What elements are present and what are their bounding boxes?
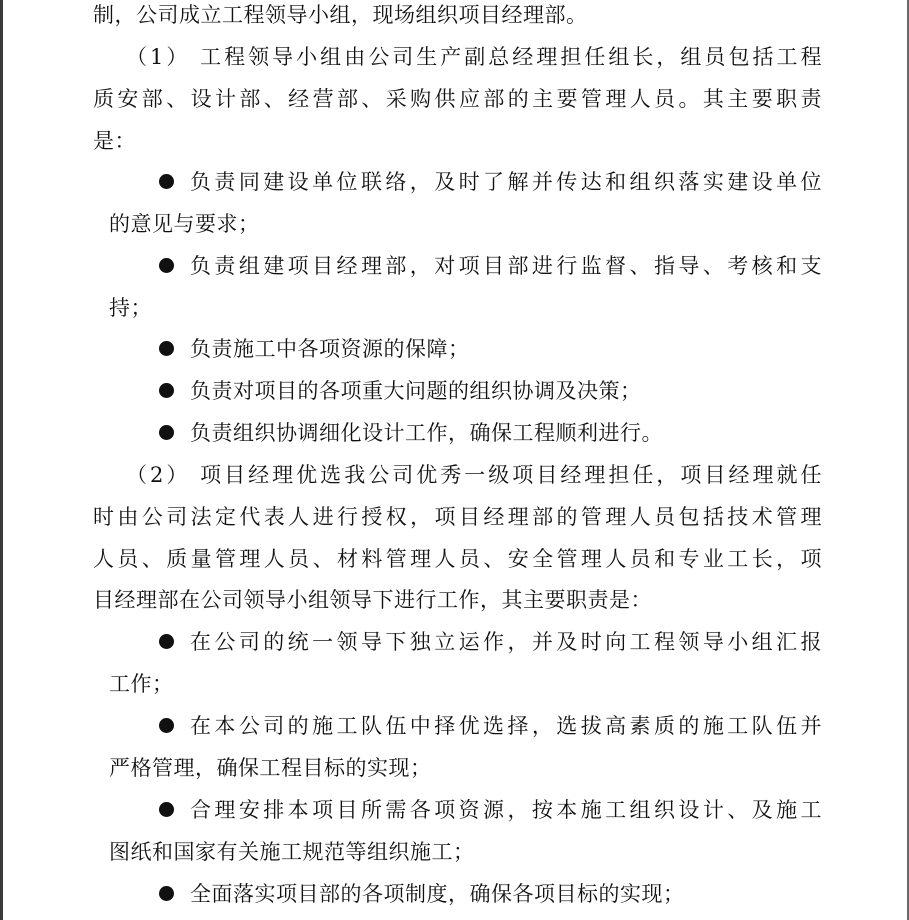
list-item-continuation: 严格管理，确保工程目标的实现； (109, 756, 432, 780)
list-item: 合理安排本项目所需各项资源，按本施工组织设计、及施工 (190, 798, 822, 822)
bullet-icon (159, 802, 174, 817)
list-item: 在公司的统一领导下独立运作，并及时向工程领导小组汇报 (190, 630, 822, 654)
bullet-icon (159, 634, 174, 649)
bullet-icon (159, 383, 174, 398)
text-line: 制，公司成立工程领导小组，现场组织项目经理部。 (93, 3, 588, 27)
list-item: 全面落实项目部的各项制度，确保各项目标的实现； (190, 882, 685, 906)
paragraph-2-first-line: （2） 项目经理优选我公司优秀一级项目经理担任，项目经理就任 (126, 463, 822, 487)
text-line: 质安部、设计部、经营部、采购供应部的主要管理人员。其主要职责 (93, 87, 822, 111)
list-item: 负责施工中各项资源的保障； (190, 337, 470, 361)
list-item: 负责组织协调细化设计工作，确保工程顺利进行。 (190, 421, 663, 445)
list-item: 负责同建设单位联络，及时了解并传达和组织落实建设单位 (190, 170, 822, 194)
paragraph-1-first-line: （1） 工程领导小组由公司生产副总经理担任组长，组员包括工程 (126, 45, 822, 69)
list-item-continuation: 持； (109, 296, 152, 320)
bullet-icon (159, 886, 174, 901)
list-item-continuation: 的意见与要求； (109, 212, 260, 236)
bullet-icon (159, 174, 174, 189)
text-line: 目经理部在公司领导小组领导下进行工作，其主要职责是： (93, 588, 652, 612)
text-line: 人员、质量管理人员、材料管理人员、安全管理人员和专业工长，项 (93, 547, 822, 571)
bullet-icon (159, 718, 174, 733)
list-item: 负责组建项目经理部，对项目部进行监督、指导、考核和支 (190, 254, 822, 278)
text-line: 是： (93, 129, 136, 153)
list-item: 在本公司的施工队伍中择优选择，选拔高素质的施工队伍并 (190, 714, 822, 738)
list-item: 负责对项目的各项重大问题的组织协调及决策； (190, 379, 642, 403)
bullet-icon (159, 258, 174, 273)
page-left-edge (0, 0, 3, 920)
text-line: 时由公司法定代表人进行授权，项目经理部的管理人员包括技术管理 (93, 505, 822, 529)
bullet-icon (159, 341, 174, 356)
bullet-icon (159, 425, 174, 440)
list-item-continuation: 图纸和国家有关施工规范等组织施工； (109, 840, 475, 864)
list-item-continuation: 工作； (109, 672, 174, 696)
